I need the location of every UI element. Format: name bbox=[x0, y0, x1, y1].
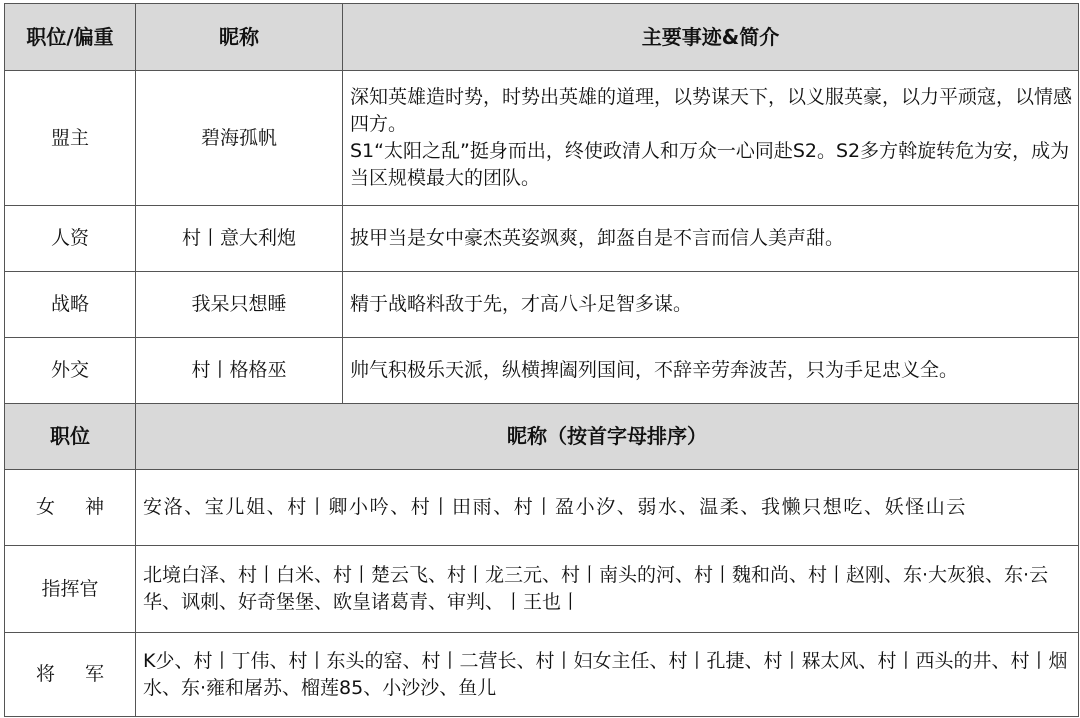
member-names: K少、村丨丁伟、村丨东头的窑、村丨二营长、村丨妇女主任、村丨孔捷、村丨槑太风、村丨西头的井、村丨烟水、东·雍和屠苏、榴莲85、小沙沙、鱼儿 bbox=[136, 633, 1079, 717]
leader-row-strategy bbox=[5, 272, 1079, 338]
member-row-general bbox=[5, 633, 1079, 717]
leader-desc: 帅气积极乐天派，纵横捭阖列国间，不辞辛劳奔波苦，只为手足忠义全。 bbox=[343, 338, 1079, 404]
header-role: 职位 bbox=[5, 404, 136, 470]
leader-desc-line2: S1“太阳之乱”挺身而出，终使政清人和万众一心同赴S2。S2多方斡旋转危为安，成为当区规模最大的团队。 bbox=[350, 140, 1070, 189]
header-nick-sorted: 昵称（按首字母排序） bbox=[136, 404, 1079, 470]
leader-role: 外交 bbox=[5, 338, 136, 404]
leader-nick: 村丨格格巫 bbox=[136, 338, 343, 404]
leader-desc: 精于战略料敌于先，才高八斗足智多谋。 bbox=[343, 272, 1079, 338]
member-names: 北境白泽、村丨白米、村丨楚云飞、村丨龙三元、村丨南头的河、村丨魏和尚、村丨赵刚、东·大灰狼、东·云华、讽刺、好奇堡堡、欧皇诸葛青、审判、丨王也丨 bbox=[136, 546, 1079, 633]
leader-nick: 村丨意大利炮 bbox=[136, 206, 343, 272]
header-role: 职位/偏重 bbox=[5, 4, 136, 71]
leader-row-alliance-leader bbox=[5, 71, 1079, 206]
leader-desc-line1: 深知英雄造时势，时势出英雄的道理，以势谋天下，以义服英豪，以力平顽寇，以情感四方。 bbox=[350, 86, 1073, 135]
member-row-goddess bbox=[5, 470, 1079, 546]
leader-row-diplomacy bbox=[5, 338, 1079, 404]
member-role: 女 神 bbox=[5, 470, 136, 546]
member-row-commander bbox=[5, 546, 1079, 633]
leader-role: 战略 bbox=[5, 272, 136, 338]
member-role: 将 军 bbox=[5, 633, 136, 717]
leaders-header-row bbox=[5, 4, 1079, 71]
leader-desc: 披甲当是女中豪杰英姿飒爽，卸盔自是不言而信人美声甜。 bbox=[343, 206, 1079, 272]
leader-nick: 我呆只想睡 bbox=[136, 272, 343, 338]
member-names: 安洛、宝儿姐、村丨卿小吟、村丨田雨、村丨盈小汐、弱水、温柔、我懒只想吃、妖怪山云 bbox=[136, 470, 1079, 546]
roster-table bbox=[4, 3, 1079, 717]
leader-role: 盟主 bbox=[5, 71, 136, 206]
leader-desc bbox=[343, 71, 1079, 206]
members-header-row bbox=[5, 404, 1079, 470]
leader-row-hr bbox=[5, 206, 1079, 272]
header-nick: 昵称 bbox=[136, 4, 343, 71]
leader-role: 人资 bbox=[5, 206, 136, 272]
header-desc: 主要事迹&简介 bbox=[343, 4, 1079, 71]
leader-nick: 碧海孤帆 bbox=[136, 71, 343, 206]
member-role: 指挥官 bbox=[5, 546, 136, 633]
